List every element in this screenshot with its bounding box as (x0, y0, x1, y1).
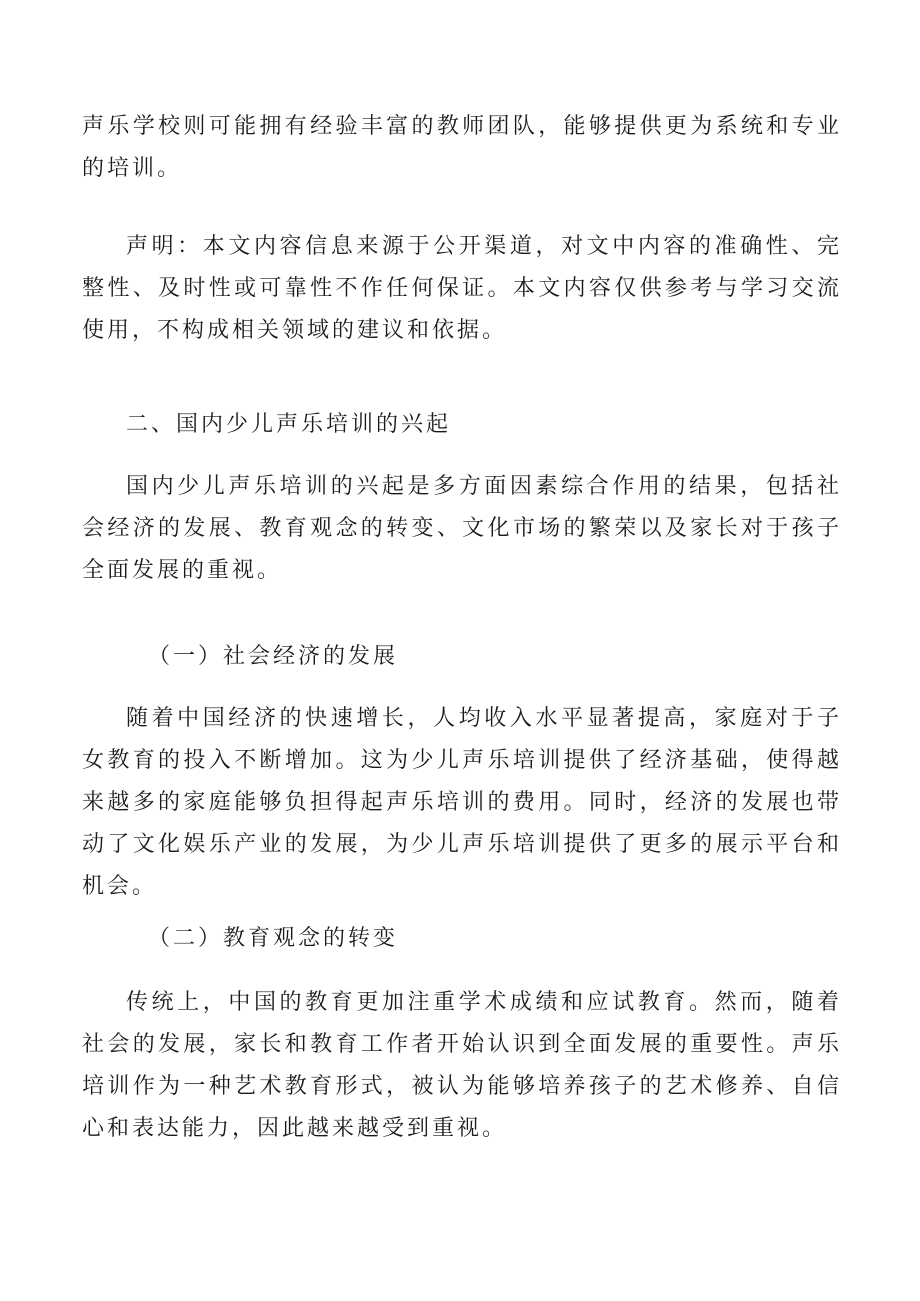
paragraph-subsection-1: 随着中国经济的快速增长，人均收入水平显著提高，家庭对于子女教育的投入不断增加。这为少儿声乐培训提供了经济基础，使得越来越多的家庭能够负担得起声乐培训的费用。同时，经济的发展也带动了文化娱乐产业的发展，为少儿声乐培训提供了更多的展示平台和机会。 (82, 706, 842, 899)
section-title: 二、国内少儿声乐培训的兴起 (126, 412, 452, 437)
subsection-title-2: （二）教育观念的转变 (148, 926, 399, 951)
paragraph-subsection-2: 传统上，中国的教育更加注重学术成绩和应试教育。然而，随着社会的发展，家长和教育工作者开始认识到全面发展的重要性。声乐培训作为一种艺术教育形式，被认为能够培养孩子的艺术修养、自信心和表达能力，因此越来越受到重视。 (82, 990, 842, 1141)
subsection-title-1: （一）社会经济的发展 (148, 644, 399, 669)
paragraph-disclaimer: 声明：本文内容信息来源于公开渠道，对文中内容的准确性、完整性、及时性或可靠性不作任何保证。本文内容仅供参考与学习交流使用，不构成相关领域的建议和依据。 (82, 234, 842, 343)
paragraph-continuation: 声乐学校则可能拥有经验丰富的教师团队，能够提供更为系统和专业的培训。 (82, 114, 842, 181)
paragraph-intro: 国内少儿声乐培训的兴起是多方面因素综合作用的结果，包括社会经济的发展、教育观念的转变、文化市场的繁荣以及家长对于孩子全面发展的重视。 (82, 474, 842, 583)
